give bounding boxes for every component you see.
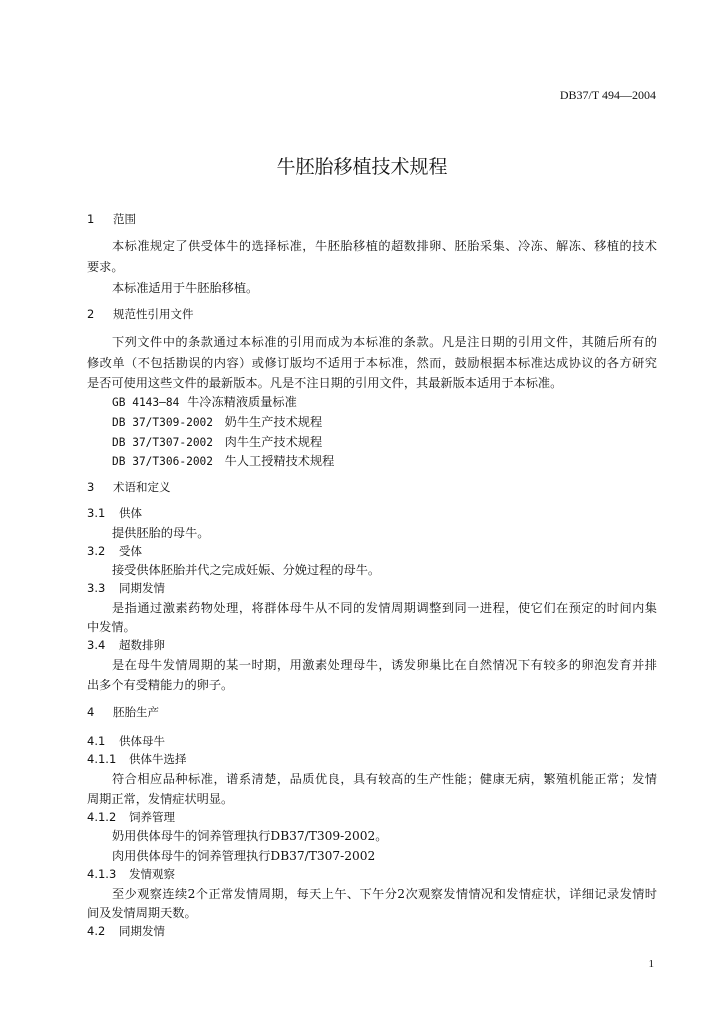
section-heading-4: 4 胚胎生产 bbox=[87, 705, 159, 719]
paragraph-line: 奶用供体母牛的饲养管理执行DB37/T309-2002。 bbox=[112, 829, 388, 843]
paragraph-line: 符合相应品种标准，谱系清楚，品质优良，具有较高的生产性能；健康无病，繁殖机能正常；发情 bbox=[112, 772, 657, 786]
subsection-heading: 4.2 同期发情 bbox=[87, 924, 165, 938]
subsection-heading: 4.1.3 发情观察 bbox=[87, 867, 175, 881]
standard-code: DB37/T 494—2004 bbox=[559, 88, 656, 102]
reference-item: DB 37/T309-2002 奶牛生产技术规程 bbox=[112, 415, 323, 429]
paragraph-line: 周期正常，发情症状明显。 bbox=[87, 792, 234, 806]
term-heading: 3.2 受体 bbox=[87, 544, 142, 558]
paragraph-line: 是否可使用这些文件的最新版本。凡是不注日期的引用文件，其最新版本适用于本标准。 bbox=[87, 376, 563, 390]
subsection-heading: 4.1 供体母牛 bbox=[87, 734, 165, 748]
paragraph-line: 间及发情周期天数。 bbox=[87, 906, 197, 920]
term-definition: 出多个有受精能力的卵子。 bbox=[87, 678, 234, 692]
term-heading: 3.3 同期发情 bbox=[87, 581, 165, 595]
paragraph-line: 本标准规定了供受体牛的选择标准，牛胚胎移植的超数排卵、胚胎采集、冷冻、解冻、移植的技术 bbox=[112, 239, 657, 253]
subsection-heading: 4.1.1 供体牛选择 bbox=[87, 752, 187, 766]
page-number: 1 bbox=[648, 958, 654, 970]
paragraph-line: 本标准适用于牛胚胎移植。 bbox=[112, 281, 259, 295]
paragraph-line: 肉用供体母牛的饲养管理执行DB37/T307-2002 bbox=[112, 849, 376, 863]
section-heading-1: 1 范围 bbox=[87, 212, 136, 226]
paragraph-line: 要求。 bbox=[87, 260, 124, 274]
term-heading: 3.1 供体 bbox=[87, 506, 142, 520]
paragraph-line: 至少观察连续2个正常发情周期，每天上午、下午分2次观察发情情况和发情症状，详细记录发情时 bbox=[112, 887, 657, 901]
reference-item: DB 37/T307-2002 肉牛生产技术规程 bbox=[112, 435, 323, 449]
reference-item: DB 37/T306-2002 牛人工授精技术规程 bbox=[112, 454, 335, 468]
reference-item: GB 4143—84 牛冷冻精液质量标准 bbox=[112, 395, 297, 409]
paragraph-line: 下列文件中的条款通过本标准的引用而成为本标准的条款。凡是注日期的引用文件，其随后所有的 bbox=[112, 335, 657, 349]
section-heading-3: 3 术语和定义 bbox=[87, 480, 171, 494]
term-definition: 是指通过激素药物处理，将群体母牛从不同的发情周期调整到同一进程，使它们在预定的时间内集 bbox=[112, 601, 657, 615]
term-heading: 3.4 超数排卵 bbox=[87, 638, 165, 652]
term-definition: 是在母牛发情周期的某一时期，用激素处理母牛，诱发卵巢比在自然情况下有较多的卵泡发育并排 bbox=[112, 658, 657, 672]
document-title: 牛胚胎移植技术规程 bbox=[276, 156, 448, 178]
subsection-heading: 4.1.2 饲养管理 bbox=[87, 810, 175, 824]
section-heading-2: 2 规范性引用文件 bbox=[87, 307, 194, 321]
term-definition: 中发情。 bbox=[87, 620, 136, 634]
paragraph-line: 修改单（不包括勘误的内容）或修订版均不适用于本标准，然而，鼓励根据本标准达成协议的各方研究 bbox=[87, 356, 657, 370]
term-definition: 接受供体胚胎并代之完成妊娠、分娩过程的母牛。 bbox=[112, 563, 381, 577]
term-definition: 提供胚胎的母牛。 bbox=[112, 526, 210, 540]
